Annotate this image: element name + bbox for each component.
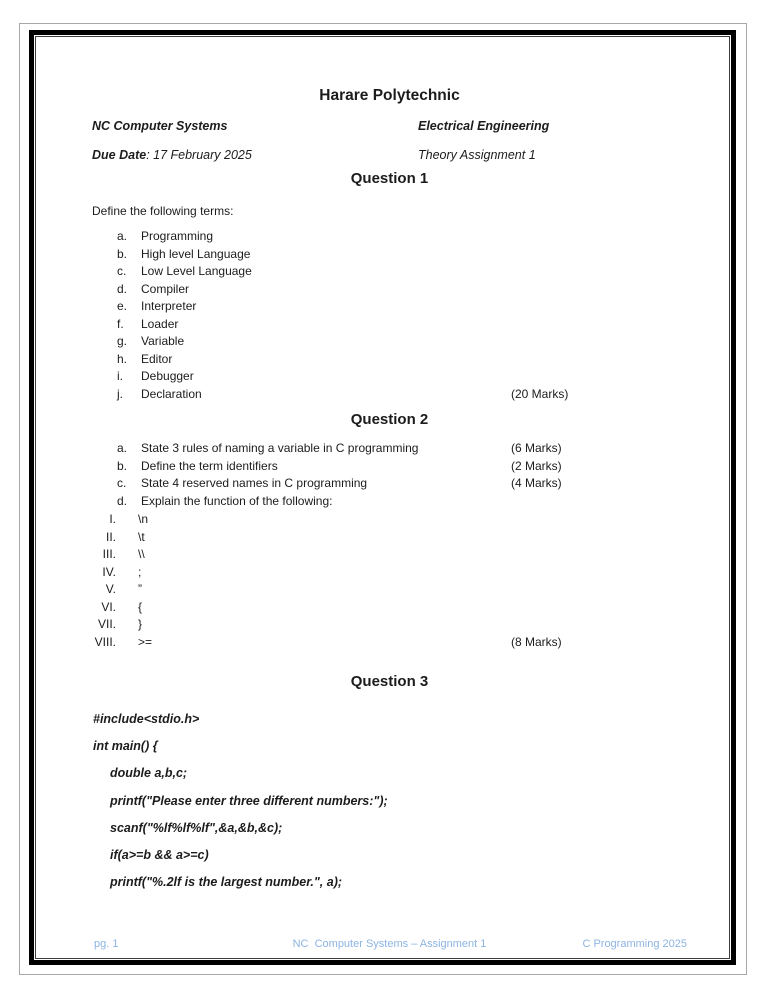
item-text: Editor <box>141 351 173 366</box>
due-date-label: Due Date <box>92 148 147 162</box>
code-line: #include<stdio.h> <box>93 712 200 726</box>
list-item <box>92 386 687 404</box>
list-item <box>92 263 687 281</box>
roman-item <box>92 529 687 547</box>
roman-numeral: II. <box>105 529 116 544</box>
symbol-text: \t <box>138 529 145 544</box>
item-text: State 4 reserved names in C programming <box>141 476 368 490</box>
roman-numeral: I. <box>109 512 116 526</box>
code-line: int main() { <box>93 739 158 754</box>
header-row-course <box>92 119 687 136</box>
item-letter: b. <box>117 246 128 261</box>
list-item <box>92 493 687 511</box>
item-text: Variable <box>141 334 185 348</box>
roman-item <box>92 581 687 599</box>
department-name: Electrical Engineering <box>418 119 550 133</box>
item-letter: f. <box>117 316 124 331</box>
item-letter: d. <box>117 493 128 508</box>
symbol-text: } <box>138 617 143 631</box>
symbol-text: ” <box>138 582 142 596</box>
question1-marks: (20 Marks) <box>511 386 569 401</box>
roman-numeral: V. <box>105 582 116 596</box>
roman-numeral: VIII. <box>94 634 116 649</box>
item-letter: a. <box>117 441 128 455</box>
item-marks: (6 Marks) <box>511 441 562 455</box>
item-text: Loader <box>141 316 179 331</box>
item-text: Compiler <box>141 281 190 296</box>
question1-intro: Define the following terms: <box>92 204 234 218</box>
item-letter: c. <box>117 476 127 490</box>
code-line: if(a>=b && a>=c) <box>110 847 209 862</box>
question3-heading: Question 3 <box>350 673 429 690</box>
item-text: High level Language <box>141 246 251 261</box>
question2-roman-list <box>92 511 687 651</box>
question2-heading: Question 2 <box>350 411 429 428</box>
footer-page-number: pg. 1 <box>94 938 119 950</box>
item-text: Debugger <box>141 369 194 383</box>
page-footer <box>92 938 687 954</box>
roman-numeral: IV. <box>102 564 116 579</box>
institution-title: Harare Polytechnic <box>319 87 460 104</box>
item-text: Define the term identifiers <box>141 458 278 473</box>
item-text: Low Level Language <box>141 264 252 278</box>
roman-numeral: VI. <box>101 599 116 614</box>
code-line: printf("%.2lf is the largest number.", a); <box>110 875 343 890</box>
list-item <box>92 316 687 334</box>
roman-item <box>92 511 687 529</box>
roman-numeral: III. <box>102 547 116 561</box>
item-text: State 3 rules of naming a variable in C programming <box>141 441 419 455</box>
assignment-title: Theory Assignment 1 <box>418 148 536 162</box>
symbol-text: ; <box>138 564 142 579</box>
item-text: Explain the function of the following: <box>141 493 333 508</box>
list-item <box>92 475 687 493</box>
list-item <box>92 298 687 316</box>
due-date <box>92 148 252 162</box>
list-item <box>92 351 687 369</box>
item-letter: b. <box>117 458 128 473</box>
due-date-value: : 17 February 2025 <box>146 148 252 162</box>
question1-list <box>92 228 687 403</box>
list-item <box>92 246 687 264</box>
symbol-text: \n <box>138 512 149 526</box>
footer-center-text: NC Computer Systems – Assignment 1 <box>292 938 487 950</box>
item-letter: c. <box>117 264 127 278</box>
question2-roman-marks: (8 Marks) <box>511 634 562 649</box>
list-item <box>92 281 687 299</box>
item-text: Interpreter <box>141 299 197 313</box>
list-item <box>92 458 687 476</box>
roman-item <box>92 546 687 564</box>
header-row-due-date <box>92 148 687 165</box>
code-line: scanf("%lf%lf%lf",&a,&b,&c); <box>110 820 283 835</box>
question2-list <box>92 440 687 510</box>
item-letter: i. <box>117 369 123 383</box>
item-marks: (2 Marks) <box>511 458 562 473</box>
roman-item <box>92 599 687 617</box>
question1-heading: Question 1 <box>350 170 429 187</box>
item-letter: a. <box>117 229 128 243</box>
symbol-text: { <box>138 599 143 614</box>
roman-item <box>92 616 687 634</box>
item-letter: d. <box>117 281 128 296</box>
roman-item <box>92 564 687 582</box>
roman-item <box>92 634 687 652</box>
item-letter: e. <box>117 299 128 313</box>
roman-numeral: VII. <box>97 617 116 631</box>
item-marks: (4 Marks) <box>511 476 562 490</box>
item-letter: h. <box>117 351 128 366</box>
list-item <box>92 368 687 386</box>
item-letter: g. <box>117 334 128 348</box>
list-item <box>92 228 687 246</box>
document-page <box>19 23 747 975</box>
code-line: printf("Please enter three different numbers:"); <box>110 793 388 808</box>
item-letter: j. <box>117 386 123 401</box>
item-text: Declaration <box>141 386 202 401</box>
list-item <box>92 440 687 458</box>
code-line: double a,b,c; <box>110 766 188 781</box>
list-item <box>92 333 687 351</box>
footer-right-text: C Programming 2025 <box>582 938 687 950</box>
question3-code-block <box>93 706 687 896</box>
item-text: Programming <box>141 229 214 243</box>
course-name: NC Computer Systems <box>92 119 228 133</box>
symbol-text: >= <box>138 634 153 649</box>
symbol-text: \\ <box>138 547 145 561</box>
